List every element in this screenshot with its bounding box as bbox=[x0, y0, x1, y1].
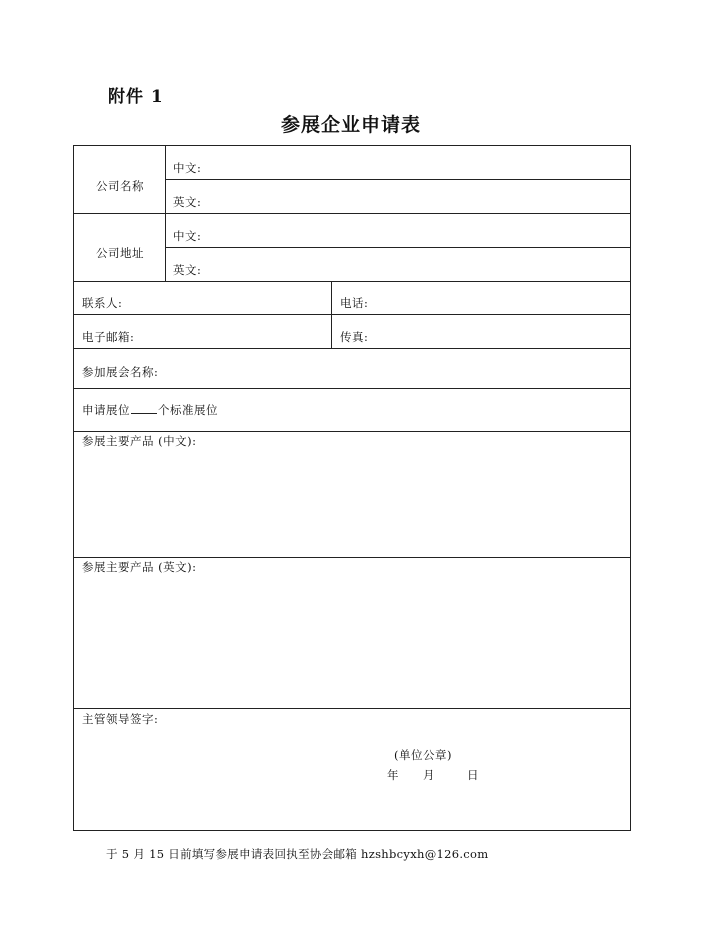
row-divider bbox=[74, 388, 631, 389]
company-name-label: 公司名称 bbox=[96, 179, 144, 193]
company-name-cn-field[interactable]: 中文: bbox=[173, 161, 202, 175]
row-divider bbox=[74, 281, 631, 282]
contact-field[interactable]: 联系人: bbox=[82, 296, 123, 310]
row-divider bbox=[74, 431, 631, 432]
exhibition-name-field[interactable]: 参加展会名称: bbox=[82, 365, 159, 379]
attachment-label: 附件 1 bbox=[108, 87, 164, 107]
column-divider bbox=[165, 146, 166, 281]
seal-label: (单位公章) bbox=[394, 748, 452, 762]
row-divider bbox=[74, 213, 631, 214]
email-field[interactable]: 电子邮箱: bbox=[82, 330, 135, 344]
fax-field[interactable]: 传真: bbox=[340, 330, 369, 344]
company-address-en-field[interactable]: 英文: bbox=[173, 263, 202, 277]
company-address-cn-field[interactable]: 中文: bbox=[173, 229, 202, 243]
row-divider bbox=[74, 708, 631, 709]
signature-field[interactable]: 主管领导签字: bbox=[82, 712, 159, 726]
booth-prefix: 申请展位 bbox=[82, 403, 130, 417]
month-label: 月 bbox=[423, 768, 435, 782]
row-divider bbox=[74, 348, 631, 349]
row-divider bbox=[165, 247, 631, 248]
form-title: 参展企业申请表 bbox=[280, 114, 421, 136]
row-divider bbox=[165, 179, 631, 180]
products-en-field[interactable]: 参展主要产品 (英文): bbox=[82, 560, 197, 574]
booth-request-row bbox=[82, 402, 218, 418]
company-address-label: 公司地址 bbox=[96, 246, 144, 260]
column-divider bbox=[331, 281, 332, 348]
booth-suffix: 个标准展位 bbox=[158, 403, 218, 417]
booth-count-blank[interactable] bbox=[131, 403, 157, 414]
day-label: 日 bbox=[467, 768, 479, 782]
company-name-en-field[interactable]: 英文: bbox=[173, 195, 202, 209]
row-divider bbox=[74, 314, 631, 315]
submission-note: 于 5 月 15 日前填写参展申请表回执至协会邮箱 hzshbcyxh@126.com bbox=[106, 847, 489, 861]
row-divider bbox=[74, 557, 631, 558]
application-form bbox=[73, 145, 631, 831]
phone-field[interactable]: 电话: bbox=[340, 296, 369, 310]
products-cn-field[interactable]: 参展主要产品 (中文): bbox=[82, 434, 197, 448]
year-label: 年 bbox=[387, 768, 399, 782]
